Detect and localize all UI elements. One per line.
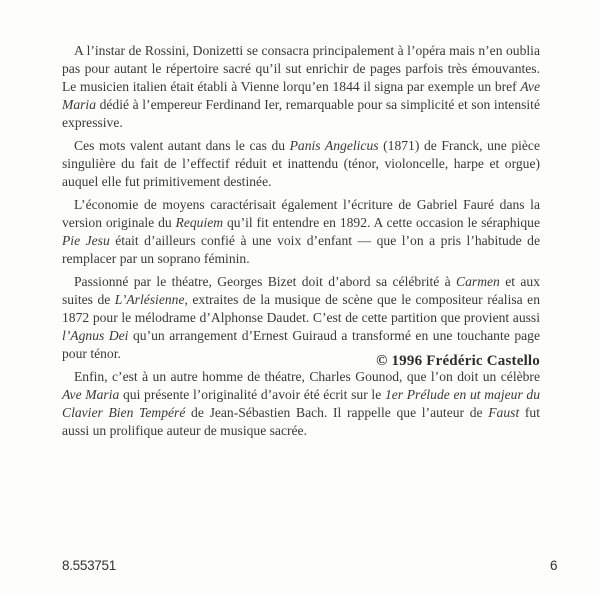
text-run: Ces mots valent autant dans le cas du: [74, 138, 290, 153]
work-title: Pie Jesu: [62, 233, 110, 248]
work-title: l’Agnus Dei: [62, 328, 129, 343]
text-run: dédié à l’empereur Ferdinand Ier, remarquable pour sa simplicité et son intensité expressive.: [62, 97, 540, 130]
catalog-number: 8.553751: [62, 558, 116, 573]
work-title: Ave Maria: [62, 79, 540, 112]
work-title: Carmen: [456, 274, 500, 289]
text-run: et aux suites de: [62, 274, 540, 307]
work-title: 1er Prélude en ut majeur du Clavier Bien Tempéré: [62, 387, 541, 420]
paragraph: [62, 42, 540, 132]
text-run: , extraites de la musique de scène que le compositeur réalisa en 1872 pour le mélodrame d’Alphonse Daudet. C’est de cette partition que provient aussi: [62, 292, 540, 325]
page-number: 6: [550, 558, 558, 573]
text-run: était d’ailleurs confié à une voix d’enfant — que l’on a pris l’habitude de remplacer par un soprano féminin.: [62, 233, 540, 266]
text-run: de Jean-Sébastien Bach. Il rappelle que l’auteur de: [185, 405, 489, 420]
paragraph: [62, 137, 540, 191]
text-run: qui présente l’originalité d’avoir été écrit sur le: [119, 387, 385, 402]
text-run: A l’instar de Rossini, Donizetti se consacra principalement à l’opéra mais n’en oublia pas pour autant le répertoire sacré qu’il sut enrichir de pages parfois très émouvantes. Le musicien italien était établi à Vienne lorqu’en 1844 il signa par exemple un bref: [62, 43, 540, 94]
paragraph: [62, 273, 540, 363]
work-title: Panis Angelicus: [289, 138, 379, 153]
body-text: [62, 42, 540, 445]
text-run: qu’il fit entendre en 1892. A cette occasion le séraphique: [223, 215, 541, 230]
work-title: Requiem: [175, 215, 224, 230]
work-title: Faust: [488, 405, 520, 420]
paragraph: [62, 368, 540, 440]
text-run: qu’un arrangement d’Ernest Guiraud a transformé en une touchante page pour ténor.: [62, 328, 540, 361]
paragraph: [62, 196, 540, 268]
work-title: Ave Maria: [62, 387, 120, 402]
text-run: (1871) de Franck, une pièce singulière du fait de l’effectif réduit et inattendu (ténor, violoncelle, harpe et orgue) auquel elle fut primitivement destinée.: [62, 138, 540, 189]
text-run: Passionné par le théatre, Georges Bizet doit d’abord sa célébrité à: [74, 274, 457, 289]
text-run: Enfin, c’est à un autre homme de théatre, Charles Gounod, que l’on doit un célèbre: [74, 369, 540, 384]
text-run: fut aussi un prolifique auteur de musique sacrée.: [62, 405, 540, 438]
copyright-signature: © 1996 Frédéric Castello: [376, 353, 540, 369]
text-run: L’économie de moyens caractérisait également l’écriture de Gabriel Fauré dans la version originale du: [62, 197, 540, 230]
work-title: L’Arlésienne: [114, 292, 185, 307]
